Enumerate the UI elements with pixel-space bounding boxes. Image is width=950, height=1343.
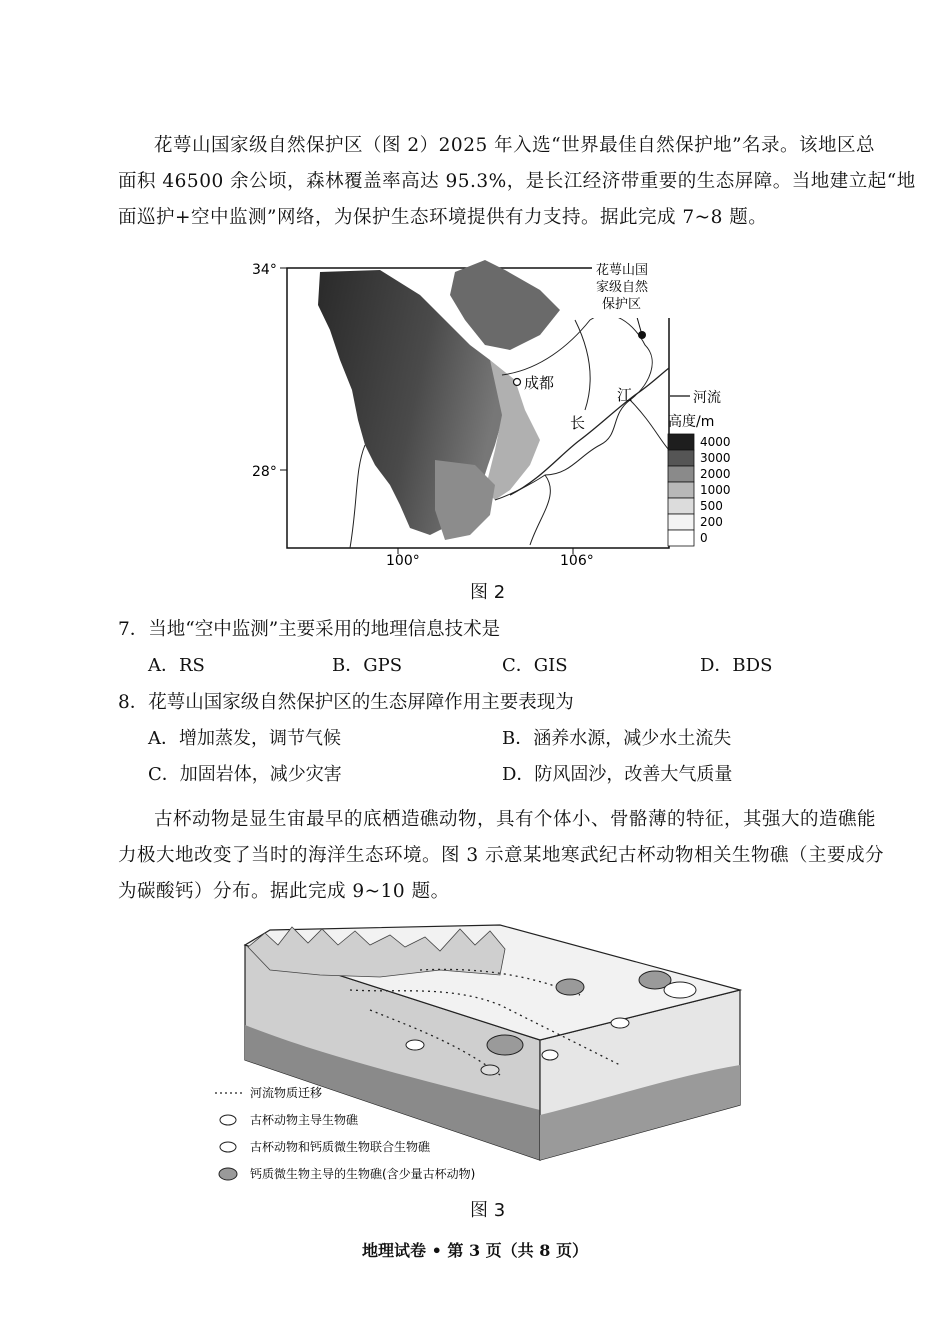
lat-label-34: 34°: [252, 262, 277, 278]
question-8-stem: 8．花萼山国家级自然保护区的生态屏障作用主要表现为: [118, 692, 574, 713]
intro1-line-2: 面积 46500 余公顷，森林覆盖率高达 95.3%，是长江经济带重要的生态屏障。当地建立起“地: [118, 171, 916, 192]
callout-line-3: 保护区: [602, 297, 642, 312]
q8-option-a[interactable]: A．增加蒸发，调节气候: [148, 728, 341, 749]
chengdu-label: 成都: [524, 374, 555, 392]
legend-swatch-4000: [668, 434, 694, 450]
reef-joint-1: [664, 982, 696, 998]
intro-paragraph-1: [118, 128, 916, 236]
legend-microbial-label: 钙质微生物主导的生物礁(含少量古杯动物): [250, 1167, 476, 1181]
legend-microbial-symbol: [219, 1168, 237, 1180]
legend-swatch-200: [668, 514, 694, 530]
figure-2-caption: 图 2: [470, 582, 506, 603]
legend-river-flow-label: 河流物质迁移: [250, 1086, 323, 1100]
lat-label-28: 28°: [252, 464, 277, 480]
question-7-stem: 7．当地“空中监测”主要采用的地理信息技术是: [118, 619, 501, 640]
lon-label-100: 100°: [386, 553, 420, 569]
intro2-line-1: 古杯动物是显生宙最早的底栖造礁动物，具有个体小、骨骼薄的特征，其强大的造礁能: [154, 809, 877, 830]
q7-option-c[interactable]: C．GIS: [502, 655, 568, 676]
reef-microbial-1: [487, 1035, 523, 1055]
legend-elevation-title: 高度/m: [668, 414, 715, 430]
intro-paragraph-2: [118, 802, 885, 910]
legend-swatch-2000: [668, 466, 694, 482]
legend-value-2000: 2000: [700, 467, 731, 481]
reef-archaeocyath-1: [406, 1040, 424, 1050]
q7-option-a[interactable]: A．RS: [148, 655, 205, 676]
elevation-legend: [668, 434, 731, 546]
callout-line-2: 家级自然: [596, 280, 649, 295]
legend-joint-symbol: [220, 1142, 236, 1152]
legend-swatch-1000: [668, 482, 694, 498]
reef-archaeocyath-2: [542, 1050, 558, 1060]
intro2-line-2: 力极大地改变了当时的海洋生态环境。图 3 示意某地寒武纪古杯动物相关生物礁（主要成分: [118, 845, 885, 866]
legend-value-200: 200: [700, 515, 723, 529]
river-char-chang: 长: [570, 414, 586, 432]
legend-value-0: 0: [700, 531, 708, 545]
page-footer: 地理试卷 • 第 3 页（共 8 页）: [362, 1241, 588, 1260]
legend-archaeocyath-label: 古杯动物主导生物礁: [250, 1113, 359, 1127]
legend-swatch-3000: [668, 450, 694, 466]
intro2-line-3: 为碳酸钙）分布。据此完成 9~10 题。: [118, 881, 450, 902]
q8-option-d[interactable]: D．防风固沙，改善大气质量: [502, 764, 733, 785]
legend-swatch-0: [668, 530, 694, 546]
reef-archaeocyath-3: [611, 1018, 629, 1028]
legend-value-4000: 4000: [700, 435, 731, 449]
legend-value-3000: 3000: [700, 451, 731, 465]
figure-3-caption: 图 3: [470, 1200, 506, 1221]
legend-value-1000: 1000: [700, 483, 731, 497]
legend-joint-label: 古杯动物和钙质微生物联合生物礁: [250, 1140, 431, 1154]
callout-line-1: 花萼山国: [596, 263, 649, 278]
chengdu-marker: [514, 379, 521, 386]
reef-joint-2: [481, 1065, 499, 1075]
legend-archaeocyath-symbol: [220, 1115, 236, 1125]
reef-microbial-2: [556, 979, 584, 995]
river-char-jiang: 江: [617, 386, 633, 404]
legend-swatch-500: [668, 498, 694, 514]
lon-label-106: 106°: [560, 553, 594, 569]
q7-option-b[interactable]: B．GPS: [332, 655, 403, 676]
q8-option-b[interactable]: B．涵养水源，减少水土流失: [502, 728, 732, 749]
legend-river-label: 河流: [693, 390, 721, 406]
q8-option-c[interactable]: C．加固岩体，减少灾害: [148, 764, 342, 785]
legend-value-500: 500: [700, 499, 723, 513]
figure-3-block-diagram: [200, 915, 760, 1195]
figure-2-map: [240, 250, 740, 575]
intro1-line-1: 花萼山国家级自然保护区（图 2）2025 年入选“世界最佳自然保护地”名录。该地区总: [154, 135, 876, 156]
intro1-line-3: 面巡护+空中监测”网络，为保护生态环境提供有力支持。据此完成 7~8 题。: [118, 207, 768, 228]
q7-option-d[interactable]: D．BDS: [700, 655, 773, 676]
